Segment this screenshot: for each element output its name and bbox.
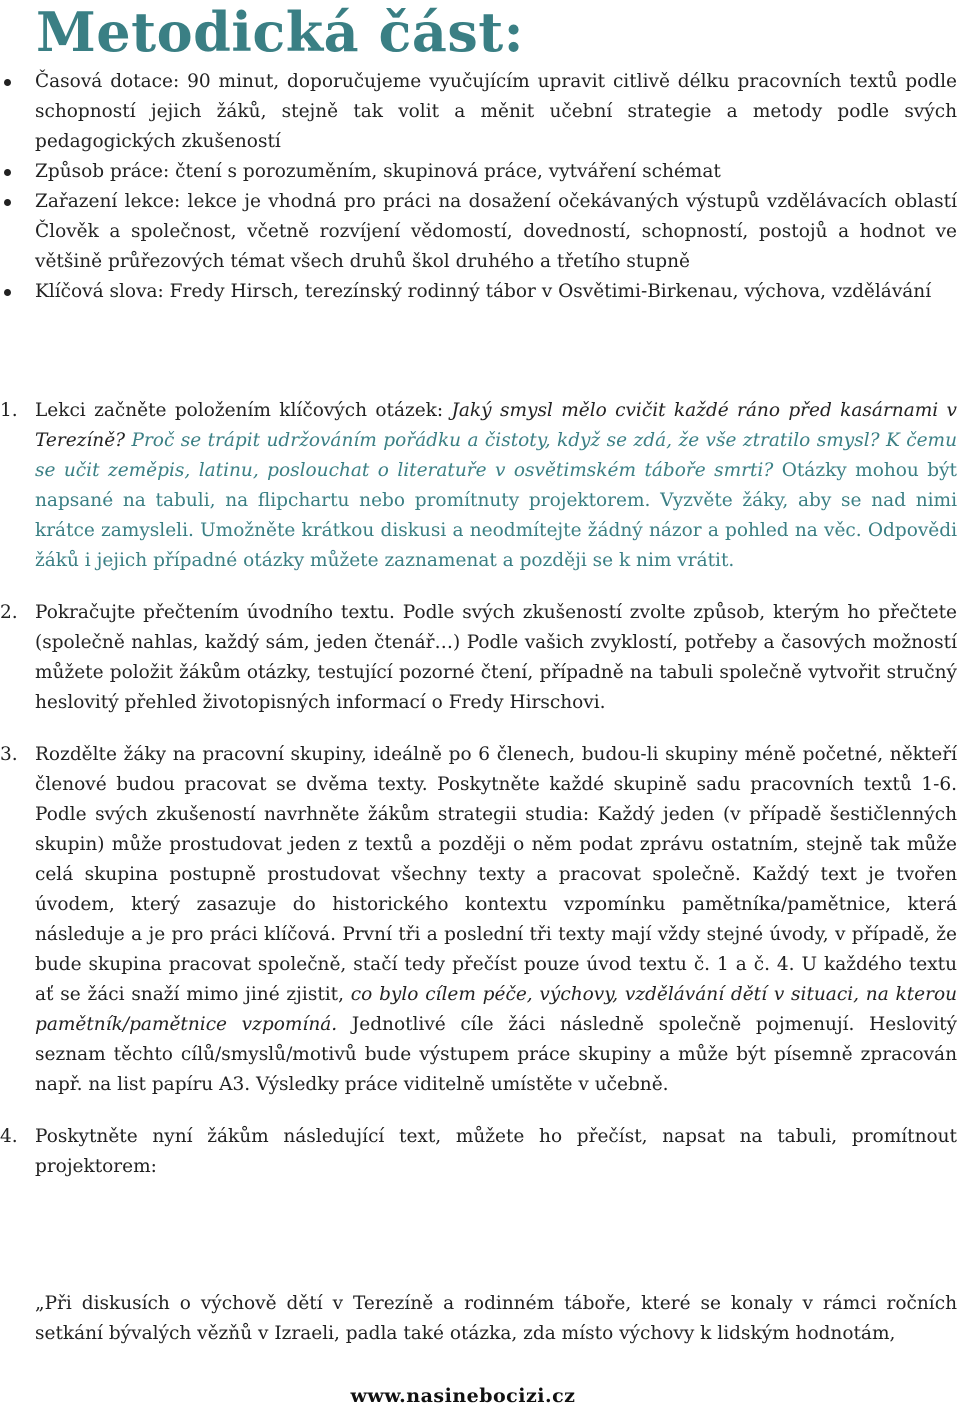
methodology-bullet-list (0, 67, 960, 307)
bullet-text: Časová dotace: 90 minut, doporučujeme vyučujícím upravit citlivě délku pracovních textů podle schopností jejich žáků, stejně tak volit a měnit učební strategie a metody podle svých pedagogických zkušeností (35, 71, 957, 152)
bullet-item-keywords (0, 277, 957, 307)
bullet-item-work-method (0, 157, 957, 187)
lesson-steps-list (0, 396, 960, 1204)
step-number: 3. (0, 744, 18, 765)
step-3-emphasis: co bylo cílem péče, výchovy, vzdělávání dětí v situaci, na kterou pamětník/pamětnice vzpomíná. (35, 984, 958, 1035)
bullet-item-time-allocation (0, 67, 957, 157)
key-question-2: Proč se trápit udržováním pořádku a čistoty, když se zdá, že vše ztratilo smysl? (131, 430, 880, 451)
step-1-intro: Lekci začněte položením klíčových otázek: (35, 400, 452, 421)
step-2 (0, 598, 957, 718)
step-number: 4. (0, 1126, 18, 1147)
quoted-passage: „Při diskusích o výchově dětí v Terezíně a rodinném táboře, které se konaly v rámci ročních setkání bývalých vězňů v Izraeli, padla také otázka, zda místo výchovy k lidským hodnotám, (35, 1293, 957, 1344)
bullet-item-lesson-placement (0, 187, 957, 277)
bullet-dot-icon (4, 289, 11, 296)
step-number: 2. (0, 602, 18, 623)
step-4 (0, 1122, 957, 1182)
key-question-3: K čemu se učit zeměpis, latinu, poslouchat o literatuře v osvětimském táboře smrti? (35, 430, 957, 481)
step-1-instructions: Otázky mohou být napsané na tabuli, na flipchartu nebo promítnuty projektorem. Vyzvěte žáky, aby se nad nimi krátce zamysleli. Umožněte krátkou diskusi a neodmítejte žádný názor a pohled na věc. Odpovědi žáků i jejich případné otázky můžete zaznamenat a později se k nim vrátit. (35, 460, 957, 571)
bullet-dot-icon (4, 169, 11, 176)
footer-website-link[interactable]: www.nasinebocizi.cz (350, 1385, 576, 1407)
step-3-text-b: Jednotlivé cíle žáci následně společně pojmenují. Heslovitý seznam těchto cílů/smyslů/motivů bude výstupem práce skupiny a může být písemně zpracován např. na list papíru A3. Výsledky práce viditelně umístěte v učebně. (35, 1014, 957, 1095)
step-4-text: Poskytněte nyní žákům následující text, můžete ho přečíst, napsat na tabuli, promítnout projektorem: (35, 1126, 957, 1177)
bullet-dot-icon (4, 199, 11, 206)
bullet-text: Způsob práce: čtení s porozuměním, skupinová práce, vytváření schémat (35, 161, 721, 182)
bullet-text: Zařazení lekce: lekce je vhodná pro práci na dosažení očekávaných výstupů vzdělávacích oblastí Člověk a společnost, včetně rozvíjení vědomostí, dovedností, schopností, postojů a hodnot ve většině průřezových témat všech druhů škol druhého a třetího stupně (35, 191, 957, 272)
step-1 (0, 396, 957, 576)
step-2-text: Pokračujte přečtením úvodního textu. Podle svých zkušeností zvolte způsob, kterým ho přečtete (společně nahlas, každý sám, jeden čtenář…) Podle vašich zvyklostí, potřeby a časových možností můžete položit žákům otázky, testující pozorné čtení, případně na tabuli společně vytvořit stručný heslovitý přehled životopisných informací o Fredy Hirschovi. (35, 602, 957, 713)
step-number: 1. (0, 400, 18, 421)
step-3-text-a: Rozdělte žáky na pracovní skupiny, ideálně po 6 členech, budou-li skupiny méně početné, někteří členové budou pracovat se dvěma texty. Poskytněte každé skupině sadu pracovních textů 1-6. Podle svých zkušeností navrhněte žákům strategii studia: Každý jeden (v případě šestičlenných skupin) může prostudovat jeden z textů a později o něm podat zprávu ostatním, stejně tak může celá skupina postupně prostudovat všechny texty a pracovat společně. Každý text je tvořen úvodem, který zasazuje do historického kontextu vzpomínku pamětníka/pamětnice, která následuje a je pro práci klíčová. První tři a poslední tři texty mají vždy stejné úvody, v případě, že bude skupina pracovat společně, stačí tedy přečíst pouze úvod textu č. 1 a č. 4. U každého textu ať se žáci snaží mimo jiné zjistit, (35, 744, 957, 1005)
step-3 (0, 740, 957, 1100)
bullet-dot-icon (4, 79, 11, 86)
page-title: Metodická část: (36, 0, 525, 64)
bullet-text: Klíčová slova: Fredy Hirsch, terezínský rodinný tábor v Osvětimi-Birkenau, výchova, vzdělávání (35, 281, 932, 302)
key-question-1: Jaký smysl mělo cvičit každé ráno před kasárnami v Terezíně? (35, 400, 958, 451)
